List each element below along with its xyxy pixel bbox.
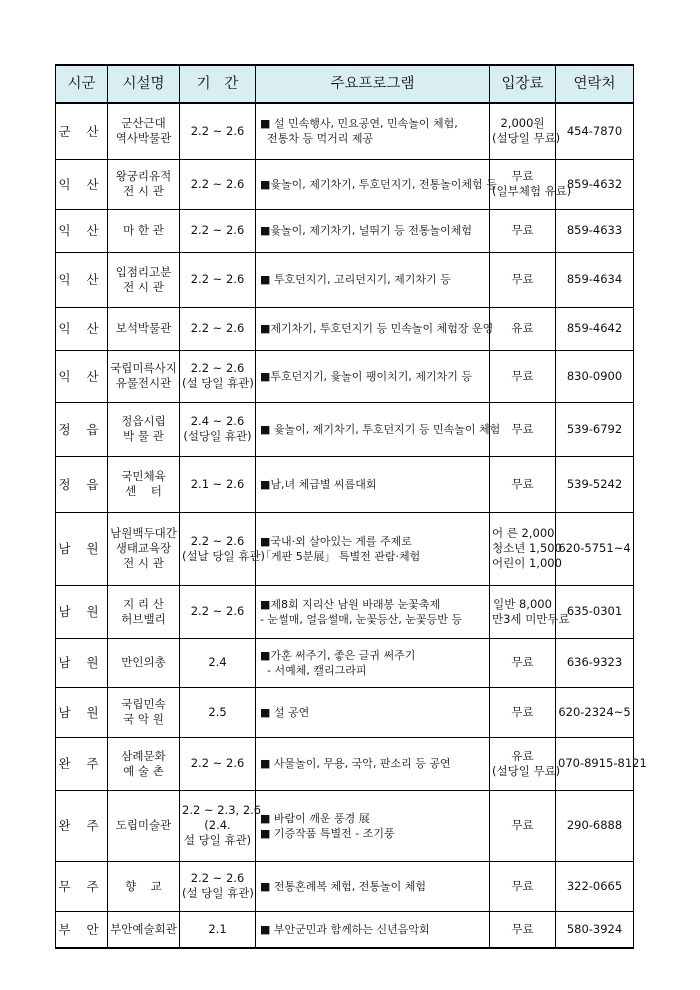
period-cell-line: 2.5 (208, 704, 227, 719)
facility-cell-line: 지 리 산 (123, 596, 164, 611)
period-cell (180, 159, 256, 209)
facility-cell-line: 입점리고분 (115, 264, 172, 279)
header-program: 주요프로그램 (256, 65, 490, 103)
period-cell (180, 307, 256, 350)
fee-cell-line: 어 른 2,000 (492, 526, 555, 540)
period-cell-line: 2.2 ~ 2.6 (190, 123, 245, 138)
facility-cell-line: 왕궁리유적 (115, 169, 172, 183)
table-row (56, 790, 634, 861)
facility-cell-line: 유물전시관 (115, 376, 172, 390)
period-cell (180, 402, 256, 456)
contact-cell: 859-4642 (556, 307, 634, 350)
fee-cell (490, 638, 556, 687)
fee-cell-line: 만3세 미만무료 (492, 611, 570, 626)
program-cell (256, 737, 490, 790)
facility-cell-line: 생태교육장 (115, 541, 172, 555)
period-cell (180, 638, 256, 687)
header-row (56, 65, 634, 103)
facility-cell (108, 737, 180, 790)
table-row (56, 687, 634, 737)
fee-cell-line: 무료 (511, 368, 534, 383)
period-cell-line: 설 당일 휴관) (183, 833, 252, 847)
contact-cell: 454-7870 (556, 103, 634, 159)
region-cell: 군 산 (56, 103, 108, 159)
fee-cell-line: 유료 (511, 748, 534, 763)
contact-cell: 620-2324~5 (556, 687, 634, 737)
facility-cell-line: 향 교 (125, 878, 162, 893)
program-cell-line: ■제8회 지리산 남원 바래봉 눈꽃축제 (260, 597, 441, 611)
fee-cell-line: 청소년 1,500 (492, 541, 562, 555)
fee-cell (490, 252, 556, 307)
fee-cell-line: 무료 (511, 655, 534, 669)
facility-cell (108, 456, 180, 512)
facility-cell-line: 전 시 관 (123, 184, 164, 198)
region-cell: 남 원 (56, 638, 108, 687)
region-cell: 정 읍 (56, 402, 108, 456)
header-facility: 시설명 (108, 65, 180, 103)
fee-cell (490, 456, 556, 512)
program-cell (256, 861, 490, 911)
facility-cell (108, 350, 180, 402)
program-cell-line: ■ 윷놀이, 제기차기, 투호던지기 등 민속놀이 체험 (260, 422, 501, 436)
contact-cell: 580-3924 (556, 911, 634, 948)
facility-cell-line: 만인의총 (121, 655, 166, 669)
facility-cell-line: 예 술 촌 (123, 763, 164, 778)
facility-cell-line: 허브밸리 (121, 611, 166, 626)
period-cell-line: (2.4. (204, 818, 231, 832)
region-cell: 익 산 (56, 252, 108, 307)
program-cell-line: ■ 전통혼례복 체험, 전통놀이 체험 (260, 879, 427, 893)
fee-cell (490, 209, 556, 252)
table-row (56, 585, 634, 638)
period-cell (180, 350, 256, 402)
region-cell: 완 주 (56, 737, 108, 790)
program-cell-line: ■국내·외 살아있는 게를 주제로 (260, 534, 412, 548)
fee-cell (490, 159, 572, 209)
table-row (56, 307, 634, 350)
period-cell-line: (설당일 휴관) (183, 429, 252, 443)
program-cell-line: ■ 설 민속행사, 민요공연, 민속놀이 체험, (260, 117, 458, 131)
program-cell-line: - 눈썰매, 얼음썰매, 눈꽃등산, 눈꽃등반 등 (260, 612, 462, 626)
table-row (56, 737, 634, 790)
fee-cell (490, 307, 556, 350)
facility-cell-line: 센 터 (125, 484, 162, 498)
period-cell-line: (설 당일 휴관) (182, 886, 254, 900)
facility-cell-line: 국립미륵사지 (110, 361, 177, 375)
contact-cell: 636-9323 (556, 638, 634, 687)
facility-cell-line: 국 악 원 (123, 712, 164, 726)
fee-cell (490, 103, 561, 159)
period-cell-line: 2.2 ~ 2.6 (190, 223, 245, 237)
program-cell-line: ■ 부안군민과 함께하는 신년음악회 (260, 922, 430, 936)
program-cell-line: ■ 투호던지기, 고리던지기, 제기차기 등 (260, 273, 451, 286)
table-row (56, 159, 634, 209)
program-cell-line: ■ 설 공연 (260, 705, 310, 719)
program-cell-line: - 서예체, 캘리그라피 (260, 663, 367, 677)
table-row (56, 209, 634, 252)
facility-cell-line: 국민체육 (121, 469, 166, 483)
program-cell (256, 911, 490, 948)
program-cell-line: ■제기차기, 투호던지기 등 민속놀이 체험장 운영 (260, 322, 494, 335)
contact-cell: 070-8915-8121 (556, 737, 634, 790)
facility-cell (108, 790, 180, 861)
facility-cell-line: 보석박물관 (115, 321, 172, 335)
facility-cell-line: 부안예술회관 (110, 921, 177, 936)
program-cell (256, 638, 490, 687)
facility-cell (108, 402, 180, 456)
facility-cell-line: 도립미술관 (115, 818, 172, 832)
period-cell-line: 2.4 (208, 655, 227, 669)
region-cell: 완 주 (56, 790, 108, 861)
fee-cell-line: 무료 (511, 878, 534, 893)
region-cell: 익 산 (56, 209, 108, 252)
fee-cell-line: (일부체험 유료) (492, 184, 572, 198)
facility-cell-line: 정읍시립 (121, 414, 166, 428)
program-cell-line: ■남,녀 체급별 씨름대회 (260, 477, 377, 491)
table-row (56, 638, 634, 687)
program-cell (256, 350, 490, 402)
fee-cell-line: 무료 (511, 818, 534, 832)
program-cell (256, 209, 490, 252)
region-cell: 무 주 (56, 861, 108, 911)
fee-cell-line: 무료 (511, 169, 534, 183)
facility-cell-line: 군산근대 (121, 116, 166, 131)
region-cell: 남 원 (56, 585, 108, 638)
facility-cell (108, 585, 180, 638)
period-cell-line: 2.2 ~ 2.6 (190, 604, 245, 618)
facility-cell-line: 역사박물관 (115, 131, 172, 146)
program-cell (256, 456, 490, 512)
contact-cell: 620-5751~4 (556, 512, 634, 585)
period-cell-line: 2.2 ~ 2.6 (190, 321, 245, 335)
fee-cell-line: 유료 (511, 321, 534, 335)
fee-cell-line: 무료 (511, 476, 534, 491)
fee-cell (490, 350, 556, 402)
region-cell: 익 산 (56, 307, 108, 350)
program-cell (256, 512, 490, 585)
period-cell (180, 737, 256, 790)
contact-cell: 539-6792 (556, 402, 634, 456)
period-cell (180, 790, 262, 861)
program-cell (256, 687, 490, 737)
period-cell-line: 2.2 ~ 2.6 (190, 533, 245, 548)
facility-cell-line: 국립민속 (121, 697, 166, 711)
contact-cell: 859-4632 (556, 159, 634, 209)
contact-cell: 539-5242 (556, 456, 634, 512)
festival-schedule-table (55, 64, 647, 949)
facility-cell-line: 마 한 관 (123, 223, 164, 237)
fee-cell-line: 무료 (511, 421, 534, 436)
facility-cell-line: 전 시 관 (123, 556, 164, 570)
contact-cell: 290-6888 (556, 790, 634, 861)
program-cell-line: ■ 사물놀이, 무용, 국악, 판소리 등 공연 (260, 757, 451, 770)
program-cell-line: ■가훈 써주기, 좋은 글귀 써주기 (260, 648, 416, 662)
fee-cell (490, 911, 556, 948)
fee-cell (490, 687, 556, 737)
period-cell-line: 2.2 ~ 2.6 (190, 176, 245, 191)
program-cell (256, 159, 497, 209)
period-cell (180, 911, 256, 948)
fee-cell-line: 2,000원 (500, 116, 545, 131)
table-row (56, 911, 634, 948)
period-cell-line: (설 당일 휴관) (182, 376, 254, 390)
fee-cell-line: 무료 (511, 704, 534, 719)
facility-cell (108, 638, 180, 687)
period-cell-line: 2.2 ~ 2.6 (190, 871, 245, 885)
contact-cell: 635-0301 (556, 585, 634, 638)
facility-cell (108, 512, 180, 585)
header-region: 시군 (56, 65, 108, 103)
region-cell: 정 읍 (56, 456, 108, 512)
facility-cell-line: 박 물 관 (123, 429, 164, 443)
region-cell: 남 원 (56, 687, 108, 737)
program-cell-line: ■윷놀이, 제기차기, 투호던지기, 전통놀이체험 등 (260, 177, 497, 191)
fee-cell (490, 512, 562, 585)
program-cell (256, 402, 501, 456)
period-cell (180, 585, 256, 638)
program-cell (256, 252, 490, 307)
fee-cell (490, 737, 561, 790)
table-row (56, 402, 634, 456)
period-cell (180, 512, 265, 585)
table-row (56, 861, 634, 911)
fee-cell-line: 무료 (511, 223, 534, 237)
table-row (56, 456, 634, 512)
fee-cell (490, 585, 570, 638)
header-period: 기 간 (180, 65, 256, 103)
table-row (56, 512, 634, 585)
program-cell-line: ■ 기증작품 특별전 - 조기풍 (260, 826, 395, 840)
period-cell-line: 2.1 ~ 2.6 (190, 476, 245, 491)
period-cell (180, 209, 256, 252)
fee-cell-line: 무료 (511, 272, 534, 286)
period-cell-line: 2.2 ~ 2.3, 2.6 (182, 803, 262, 817)
fee-cell-line: 어린이 1,000 (492, 556, 562, 570)
program-cell-line: ■윷놀이, 제기차기, 널뛰기 등 전통놀이체험 (260, 224, 473, 237)
period-cell-line: 2.4 ~ 2.6 (190, 414, 245, 428)
fee-cell (490, 861, 556, 911)
period-cell (180, 456, 256, 512)
period-cell-line: 2.2 ~ 2.6 (190, 361, 245, 375)
facility-cell (108, 687, 180, 737)
program-cell-line: ■ 바람이 깨운 풍경 展 (260, 811, 370, 825)
fee-cell (490, 790, 556, 861)
period-cell-line: 2.2 ~ 2.6 (190, 756, 245, 770)
contact-cell: 859-4633 (556, 209, 634, 252)
period-cell (180, 861, 256, 911)
contact-cell: 859-4634 (556, 252, 634, 307)
period-cell-line: (설날 당일 휴관) (182, 548, 265, 563)
period-cell-line: 2.1 (208, 921, 227, 936)
region-cell: 남 원 (56, 512, 108, 585)
facility-cell (108, 252, 180, 307)
facility-cell (108, 103, 180, 159)
period-cell (180, 687, 256, 737)
program-cell (256, 103, 490, 159)
program-cell-line: ■투호던지기, 윷놀이 팽이치기, 제기차기 등 (260, 369, 473, 383)
program-cell (256, 307, 494, 350)
facility-cell-line: 남원백두대간 (110, 526, 177, 540)
period-cell (180, 103, 256, 159)
program-cell (256, 585, 490, 638)
fee-cell-line: (설당일 무료) (492, 131, 561, 146)
header-contact: 연락처 (556, 65, 634, 103)
period-cell-line: 2.2 ~ 2.6 (190, 272, 245, 286)
facility-cell (108, 209, 180, 252)
facility-cell (108, 159, 180, 209)
facility-cell-line: 전 시 관 (123, 279, 164, 294)
facility-cell (108, 911, 180, 948)
contact-cell: 830-0900 (556, 350, 634, 402)
table-row (56, 103, 634, 159)
program-cell-line: 전통차 등 먹거리 제공 (260, 132, 374, 146)
table-row (56, 252, 634, 307)
facility-cell (108, 861, 180, 911)
region-cell: 익 산 (56, 159, 108, 209)
table-row (56, 350, 634, 402)
program-cell (256, 790, 490, 861)
fee-cell-line: 무료 (511, 921, 534, 936)
region-cell: 부 안 (56, 911, 108, 948)
region-cell: 익 산 (56, 350, 108, 402)
fee-cell-line: 일반 8,000 (493, 596, 552, 611)
fee-cell-line: (설당일 무료) (492, 763, 561, 778)
contact-cell: 322-0665 (556, 861, 634, 911)
facility-cell (108, 307, 180, 350)
header-fee: 입장료 (490, 65, 556, 103)
table-body (56, 103, 647, 948)
facility-cell-line: 삼례문화 (121, 748, 166, 763)
program-cell-line: 「게판 5분展」 특별전 관람·체험 (260, 549, 421, 563)
period-cell (180, 252, 256, 307)
